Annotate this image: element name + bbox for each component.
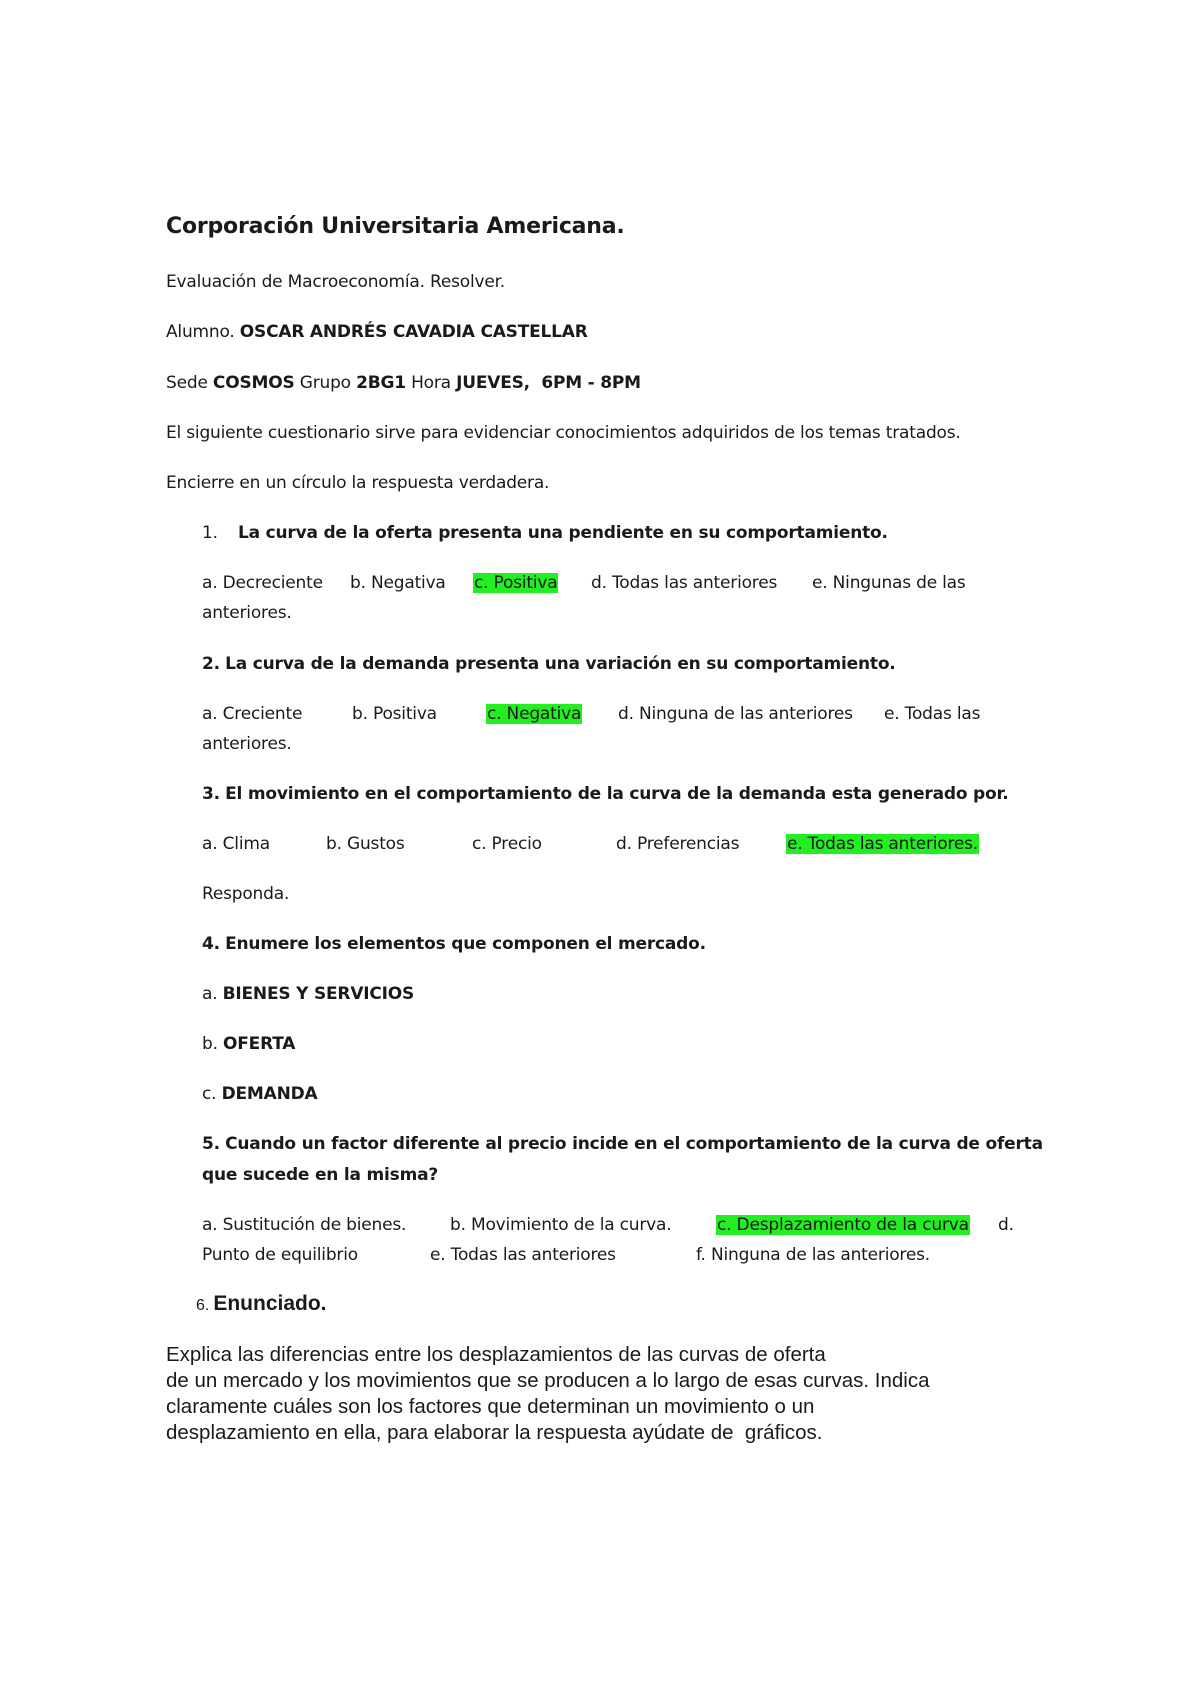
enunciado-line: claramente cuáles son los factores que determinan un movimiento o un <box>166 1395 815 1418</box>
student-label: Alumno. <box>166 322 235 342</box>
enunciado-line: desplazamiento en ella, para elaborar la respuesta ayúdate de gráficos. <box>166 1421 823 1444</box>
option-1-continuation: anteriores. <box>202 603 292 623</box>
option-1e: e. Ningunas de las <box>812 573 966 593</box>
option-5c-highlighted: c. Desplazamiento de la curva <box>717 1215 969 1235</box>
sede-value: COSMOS <box>212 373 295 393</box>
option-1a: a. Decreciente <box>202 573 323 593</box>
option-3e-highlighted: e. Todas las anteriores. <box>787 834 978 854</box>
grupo-value: 2BG1 <box>356 373 406 393</box>
answer-value: OFERTA <box>223 1034 296 1054</box>
hora-value: JUEVES, 6PM - 8PM <box>456 373 641 393</box>
question-5-line2 <box>202 1165 438 1185</box>
option-5f: f. Ninguna de las anteriores. <box>696 1245 930 1265</box>
question-4 <box>202 934 706 954</box>
sede-line <box>166 373 641 393</box>
question-number: 4. <box>202 934 220 954</box>
enunciado-line: Explica las diferencias entre los desplazamientos de las curvas de oferta <box>166 1343 826 1366</box>
question-5-line1 <box>202 1134 1043 1154</box>
enunciado-heading: Enunciado. <box>213 1292 327 1315</box>
answer-value: BIENES Y SERVICIOS <box>222 984 415 1004</box>
student-name: OSCAR ANDRÉS CAVADIA CASTELLAR <box>239 322 588 342</box>
grupo-label: Grupo <box>299 373 351 393</box>
sede-label: Sede <box>166 373 208 393</box>
question-number: 3. <box>202 784 220 804</box>
option-1b: b. Negativa <box>350 573 446 593</box>
option-2a: a. Creciente <box>202 704 303 724</box>
answer-value: DEMANDA <box>221 1084 318 1104</box>
instruction-text: Encierre en un círculo la respuesta verdadera. <box>166 473 550 493</box>
option-5d-text: Punto de equilibrio <box>202 1245 358 1265</box>
option-2e: e. Todas las <box>884 704 981 724</box>
hora-label: Hora <box>411 373 451 393</box>
question-text: El movimiento en el comportamiento de la curva de la demanda esta generado por. <box>225 784 1009 804</box>
option-5a: a. Sustitución de bienes. <box>202 1215 407 1235</box>
option-2-continuation: anteriores. <box>202 734 292 754</box>
option-3a: a. Clima <box>202 834 270 854</box>
question-1 <box>202 523 888 543</box>
question-text: Cuando un factor diferente al precio incide en el comportamiento de la curva de oferta <box>225 1134 1043 1154</box>
question-number: 6. <box>196 1297 210 1314</box>
question-2 <box>202 654 896 674</box>
student-line <box>166 322 588 342</box>
intro-text: El siguiente cuestionario sirve para evidenciar conocimientos adquiridos de los temas tratados. <box>166 423 961 443</box>
exam-subtitle: Evaluación de Macroeconomía. Resolver. <box>166 272 506 292</box>
question-text: La curva de la demanda presenta una variación en su comportamiento. <box>225 654 896 674</box>
option-3d: d. Preferencias <box>616 834 740 854</box>
option-1c-highlighted: c. Positiva <box>474 573 558 593</box>
question-text: La curva de la oferta presenta una pendiente en su comportamiento. <box>238 523 888 543</box>
option-2b: b. Positiva <box>352 704 437 724</box>
answer-4a <box>202 984 414 1004</box>
answer-4c <box>202 1084 317 1104</box>
option-1d: d. Todas las anteriores <box>591 573 778 593</box>
answer-4b <box>202 1034 295 1054</box>
option-3b: b. Gustos <box>326 834 405 854</box>
answer-prefix: c. <box>202 1084 217 1104</box>
question-number: 5. <box>202 1134 220 1154</box>
question-text-continuation: que sucede en la misma? <box>202 1165 439 1185</box>
option-5d-prefix: d. <box>998 1215 1014 1235</box>
answer-prefix: a. <box>202 984 218 1004</box>
option-5b: b. Movimiento de la curva. <box>450 1215 672 1235</box>
question-number: 1. <box>202 523 218 543</box>
option-3c: c. Precio <box>472 834 542 854</box>
question-6-title <box>196 1292 327 1316</box>
question-3 <box>202 784 1009 804</box>
document-title: Corporación Universitaria Americana. <box>166 214 625 239</box>
question-number: 2. <box>202 654 220 674</box>
enunciado-body <box>166 1342 1046 1446</box>
option-2c-highlighted: c. Negativa <box>487 704 582 724</box>
enunciado-line: de un mercado y los movimientos que se producen a lo largo de esas curvas. Indica <box>166 1369 930 1392</box>
option-5e: e. Todas las anteriores <box>430 1245 616 1265</box>
question-text: Enumere los elementos que componen el mercado. <box>225 934 706 954</box>
answer-prefix: b. <box>202 1034 218 1054</box>
responda-label: Responda. <box>202 884 290 904</box>
option-2d: d. Ninguna de las anteriores <box>618 704 853 724</box>
